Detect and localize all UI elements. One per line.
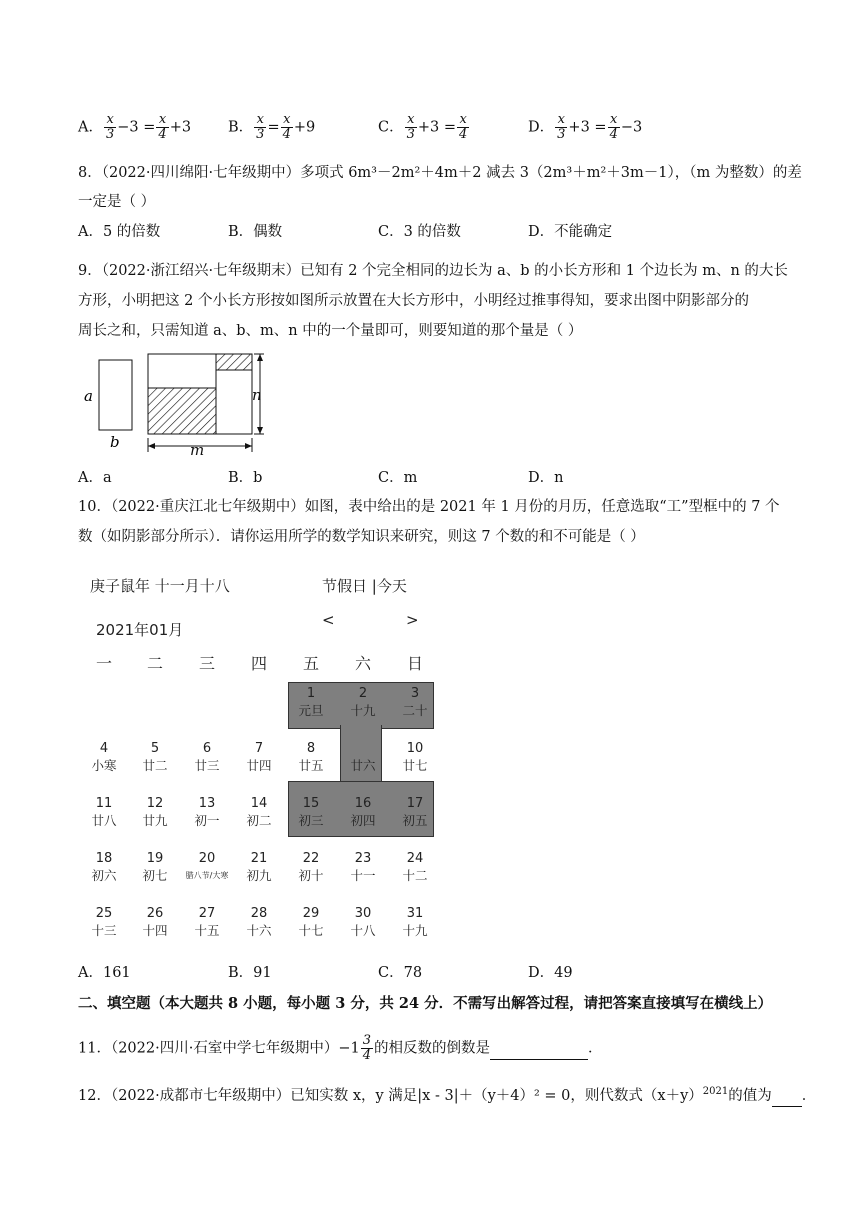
calendar-day-5[interactable] xyxy=(133,740,177,774)
q10-option-a: A．161 xyxy=(78,965,131,981)
day-number: 1 xyxy=(306,686,316,701)
q7-option-c: C． $\frac{x}{3}$ +3 = $\frac{x}{4}$ xyxy=(378,112,468,142)
q9-option-a: A．a xyxy=(78,470,112,486)
q9-stem-line3: 周长之和，只需知道 a、b、m、n 中的一个量即可，则要知道的那个量是（ ） xyxy=(78,323,583,339)
calendar-day-12[interactable] xyxy=(133,795,177,829)
calendar-day-8[interactable] xyxy=(289,740,333,774)
day-number: 23 xyxy=(354,851,372,866)
lunar-label: 初二 xyxy=(246,813,272,828)
q10-option-b: B．91 xyxy=(228,965,272,981)
weekday-wed: 三 xyxy=(198,654,215,673)
lunar-label: 廿九 xyxy=(142,813,168,828)
holiday-today[interactable]: 节假日 |今天 xyxy=(322,577,407,595)
lunar-label: 十九 xyxy=(350,703,376,718)
q9-option-c: C．m xyxy=(378,470,418,486)
calendar-day-25[interactable] xyxy=(82,905,126,939)
day-number: 8 xyxy=(306,741,316,756)
q9-stem-line1: 9．（2022·浙江绍兴·七年级期末）已知有 2 个完全相同的边长为 a、b 的小长方形和 1 个边长为 m、n 的大长 xyxy=(78,263,788,279)
lunar-label: 初三 xyxy=(298,813,324,828)
calendar-day-16[interactable] xyxy=(341,795,385,829)
q7-option-d: D． $\frac{x}{3}$ +3 = $\frac{x}{4}$ −3 xyxy=(528,112,643,142)
calendar-day-2[interactable] xyxy=(341,685,385,719)
lunar-label: 十六 xyxy=(246,923,272,938)
q10-stem-line2: 数（如阴影部分所示）．请你运用所学的数学知识来研究，则这 7 个数的和不可能是（ ） xyxy=(78,529,645,545)
day-number: 14 xyxy=(250,796,268,811)
q8-option-c: C．3 的倍数 xyxy=(378,224,461,240)
section-heading-fill-blank: 二、填空题（本大题共 8 小题，每小题 3 分，共 24 分．不需写出解答过程，请把答案直接填写在横线上） xyxy=(78,995,773,1012)
lunar-label: 小寒 xyxy=(91,758,117,773)
lunar-label: 十三 xyxy=(91,923,117,938)
day-number: 6 xyxy=(202,741,212,756)
q10-option-d: D．49 xyxy=(528,965,573,981)
lunar-label: 初七 xyxy=(142,868,168,883)
q8-option-a: A．5 的倍数 xyxy=(78,224,161,240)
day-number: 15 xyxy=(302,796,320,811)
day-number: 7 xyxy=(254,741,264,756)
next-month-button[interactable]: > xyxy=(406,611,419,629)
calendar-day-4[interactable] xyxy=(82,740,126,774)
calendar-day-14[interactable] xyxy=(237,795,281,829)
q12-stem: 12．（2022·成都市七年级期中）已知实数 x，y 满足|x - 3|＋（y＋4）² = 0，则代数式$(x+y)^{2021}$的值为 ． xyxy=(78,1082,816,1107)
calendar-day-26[interactable] xyxy=(133,905,177,939)
calendar-day-11[interactable] xyxy=(82,795,126,829)
calendar-day-22[interactable] xyxy=(289,850,333,884)
day-number: 18 xyxy=(95,851,113,866)
q8-option-d: D．不能确定 xyxy=(528,224,613,240)
q10-stem-line1: 10．（2022·重庆江北七年级期中）如图，表中给出的是 2021 年 1 月份的月历，任意选取“工”型框中的 7 个 xyxy=(78,499,780,515)
day-number: 4 xyxy=(99,741,109,756)
calendar-day-27[interactable] xyxy=(185,905,229,939)
shaded-region-left xyxy=(148,388,216,434)
calendar-day-6[interactable] xyxy=(185,740,229,774)
calendar-day-23[interactable] xyxy=(341,850,385,884)
weekday-mon: 一 xyxy=(95,654,112,673)
lunar-label: 廿五 xyxy=(298,758,324,773)
prev-month-button[interactable]: < xyxy=(322,611,335,629)
lunar-label: 腊八节/大寒 xyxy=(185,871,229,880)
day-number: 30 xyxy=(354,906,372,921)
lunar-label: 初一 xyxy=(194,813,220,828)
q10-option-c: C．78 xyxy=(378,965,423,981)
q9-figure xyxy=(78,348,278,460)
calendar-day-1[interactable] xyxy=(289,685,333,719)
label-m: m xyxy=(190,441,205,459)
lunar-label: 十二 xyxy=(402,868,428,883)
q8-stem-line1: 8．（2022·四川绵阳·七年级期中）多项式 6m³－2m²＋4m＋2 减去 3（2m³＋m²＋3m－1），（m 为整数）的差 xyxy=(78,165,802,181)
day-number: 13 xyxy=(198,796,216,811)
lunar-label: 廿七 xyxy=(402,758,428,773)
day-number: 21 xyxy=(250,851,268,866)
lunar-date: 庚子鼠年 十一月十八 xyxy=(90,577,230,595)
lunar-label: 十九 xyxy=(402,923,428,938)
weekday-fri: 五 xyxy=(302,654,319,673)
calendar-day-31[interactable] xyxy=(393,905,437,939)
calendar-day-21[interactable] xyxy=(237,850,281,884)
q11-stem: 11．（2022·四川·石室中学七年级期中）−1 $\frac{3}{4}$ 的相反数的倒数是 ． xyxy=(78,1033,603,1063)
lunar-label: 元旦 xyxy=(298,703,324,718)
day-number: 24 xyxy=(406,851,424,866)
weekday-sat: 六 xyxy=(354,654,371,673)
lunar-label: 初五 xyxy=(402,813,428,828)
shaded-region-right xyxy=(216,354,252,370)
weekday-thu: 四 xyxy=(250,654,267,673)
lunar-label: 十五 xyxy=(194,923,220,938)
lunar-label: 初九 xyxy=(246,868,272,883)
day-number: 25 xyxy=(95,906,113,921)
calendar-day-28[interactable] xyxy=(237,905,281,939)
lunar-label: 十七 xyxy=(298,923,324,938)
day-number: 5 xyxy=(150,741,160,756)
lunar-label: 十一 xyxy=(350,868,376,883)
calendar-day-7[interactable] xyxy=(237,740,281,774)
label-b: b xyxy=(110,433,120,451)
day-number: 28 xyxy=(250,906,268,921)
q7-option-b: B． $\frac{x}{3}$ = $\frac{x}{4}$ +9 xyxy=(228,112,316,142)
calendar-day-3[interactable] xyxy=(393,685,437,719)
q9-option-b: B．b xyxy=(228,470,263,486)
q8-stem-line2: 一定是（ ） xyxy=(78,194,156,210)
day-number: 2 xyxy=(358,686,368,701)
weekday-sun: 日 xyxy=(406,654,423,673)
q11-answer-blank[interactable] xyxy=(490,1039,588,1060)
lunar-label: 廿四 xyxy=(246,758,272,773)
month-label: 2021年01月 xyxy=(96,621,184,639)
lunar-label: 廿八 xyxy=(91,813,117,828)
calendar-day-19[interactable] xyxy=(133,850,177,884)
lunar-label: 初六 xyxy=(91,868,117,883)
day-number: 16 xyxy=(354,796,372,811)
lunar-label: 廿三 xyxy=(194,758,220,773)
lunar-label: 二十 xyxy=(402,703,428,718)
day-number: 19 xyxy=(146,851,164,866)
q9-stem-line2: 方形，小明把这 2 个小长方形按如图所示放置在大长方形中，小明经过推事得知，要求出图中阴影部分的 xyxy=(78,293,749,309)
calendar-day-24[interactable] xyxy=(393,850,437,884)
calendar-day-10[interactable] xyxy=(393,740,437,774)
lunar-label: 廿六 xyxy=(350,758,376,773)
lunar-label: 十四 xyxy=(142,923,168,938)
day-number: 10 xyxy=(406,741,424,756)
label-a: a xyxy=(84,387,93,405)
lunar-label: 十八 xyxy=(350,923,376,938)
calendar-day-9[interactable] xyxy=(341,740,385,774)
calendar-day-17[interactable] xyxy=(393,795,437,829)
weekday-tue: 二 xyxy=(146,654,163,673)
day-number: 20 xyxy=(198,851,216,866)
calendar-day-20[interactable] xyxy=(185,850,229,884)
day-number: 31 xyxy=(406,906,424,921)
small-rectangle xyxy=(99,360,132,430)
calendar-day-13[interactable] xyxy=(185,795,229,829)
calendar-day-18[interactable] xyxy=(82,850,126,884)
lunar-label: 廿二 xyxy=(142,758,168,773)
day-number: 12 xyxy=(146,796,164,811)
day-number: 3 xyxy=(410,686,420,701)
calendar xyxy=(82,575,452,950)
calendar-day-30[interactable] xyxy=(341,905,385,939)
lunar-label: 初四 xyxy=(350,813,376,828)
calendar-day-15[interactable] xyxy=(289,795,333,829)
q9-option-d: D．n xyxy=(528,470,564,486)
q8-option-b: B．偶数 xyxy=(228,224,283,240)
calendar-day-29[interactable] xyxy=(289,905,333,939)
q12-answer-blank[interactable] xyxy=(772,1086,802,1107)
day-number: 29 xyxy=(302,906,320,921)
day-number: 27 xyxy=(198,906,216,921)
day-number: 22 xyxy=(302,851,320,866)
label-n: n xyxy=(252,386,262,404)
day-number: 17 xyxy=(406,796,424,811)
q7-option-a: A． $\frac{x}{3}$ −3 = $\frac{x}{4}$ +3 xyxy=(78,112,192,142)
day-number: 26 xyxy=(146,906,164,921)
day-number: 11 xyxy=(95,796,113,811)
lunar-label: 初十 xyxy=(298,868,324,883)
